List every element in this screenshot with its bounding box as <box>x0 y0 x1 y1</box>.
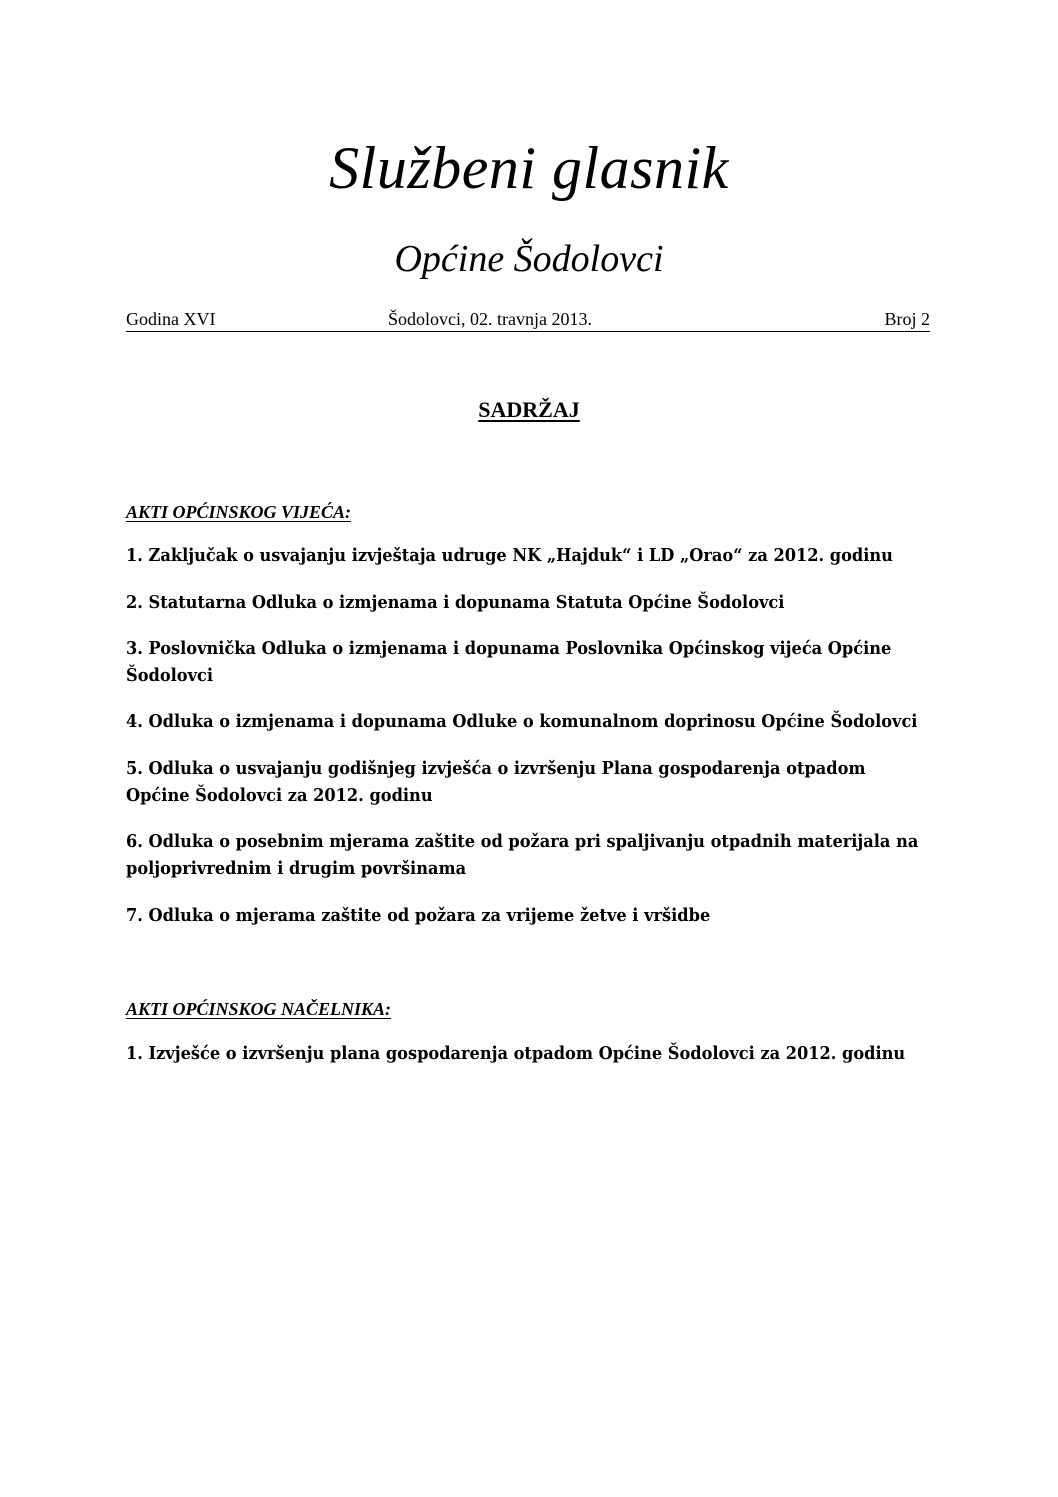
list-item <box>126 828 932 882</box>
list-item <box>126 542 932 569</box>
section-heading-council: AKTI OPĆINSKOG VIJEĆA: <box>126 502 352 522</box>
issue-info-bar <box>126 307 930 332</box>
list-item <box>126 755 932 809</box>
issue-year: Godina XVI <box>126 309 216 329</box>
issue-place-date: Šodolovci, 02. travnja 2013. <box>388 309 592 329</box>
list-item-text: 1. Zaključak o usvajanju izvještaja udruge NK „Hajduk“ i LD „Orao“ za 2012. godinu <box>126 545 893 566</box>
list-item <box>126 708 932 735</box>
list-item-text: 5. Odluka o usvajanju godišnjeg izvješća o izvršenju Plana gospodarenja otpadom Općine Šodolovci za 2012. godinu <box>126 758 866 806</box>
list-item-text: 2. Statutarna Odluka o izmjenama i dopunama Statuta Općine Šodolovci <box>126 592 785 613</box>
list-item <box>126 1040 932 1067</box>
list-item-text: 4. Odluka o izmjenama i dopunama Odluke o komunalnom doprinosu Općine Šodolovci <box>126 711 918 732</box>
contents-heading <box>0 396 1058 424</box>
list-item-text: 7. Odluka o mjerama zaštite od požara za vrijeme žetve i vršidbe <box>126 905 711 926</box>
contents-heading-text: SADRŽAJ <box>478 397 580 422</box>
section-heading-mayor: AKTI OPĆINSKOG NAČELNIKA: <box>126 999 392 1019</box>
list-item-text: 3. Poslovnička Odluka o izmjenama i dopunama Poslovnika Općinskog vijeća Općine Šodolovci <box>126 638 892 686</box>
list-item <box>126 635 932 689</box>
gazette-subtitle: Općine Šodolovci <box>394 238 664 280</box>
list-item <box>126 902 932 929</box>
list-item <box>126 589 932 616</box>
issue-number: Broj 2 <box>884 309 930 329</box>
gazette-title: Službeni glasnik <box>329 135 729 201</box>
list-item-text: 1. Izvješće o izvršenju plana gospodarenja otpadom Općine Šodolovci za 2012. godinu <box>126 1043 906 1064</box>
list-item-text: 6. Odluka o posebnim mjerama zaštite od požara pri spaljivanju otpadnih materijala na poljoprivrednim i drugim površinama <box>126 831 919 879</box>
